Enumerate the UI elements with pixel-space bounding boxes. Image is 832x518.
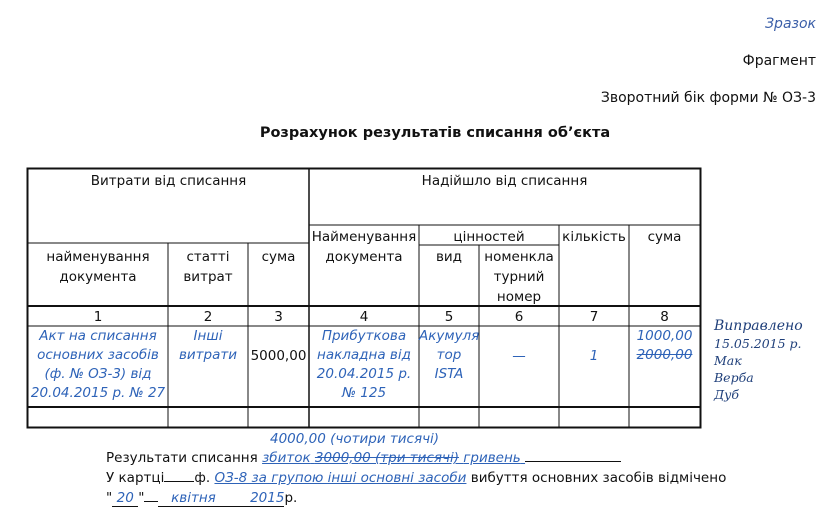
col-number: 8 (660, 309, 669, 325)
fragment-label: Фрагмент (742, 53, 816, 69)
result-value: збиток 3000,00 (три тисячі) гривень (262, 450, 521, 466)
card-form-value: ОЗ-8 за групою інші основні засоби (214, 470, 467, 486)
row-doc-name-right: Прибуткова накладна від 20.04.2015 р. № 125 (316, 328, 412, 401)
correction-title: Виправлено (714, 318, 803, 334)
col-quantity: кількість (562, 229, 626, 245)
sample-label: Зразок (765, 16, 816, 32)
col-sum-right: сума (647, 229, 682, 245)
correction-signature: Мак (714, 353, 742, 368)
date-month: квітня (158, 490, 228, 507)
date-day: 20 (112, 490, 138, 507)
correction-signature: Верба (714, 370, 754, 385)
date-line: " 20 " квітня 2015р. (106, 490, 298, 506)
form-side-label: Зворотний бік форми № ОЗ-3 (600, 90, 816, 106)
date-year: 2015 (228, 490, 284, 507)
result-line: Результати списання збиток 3000,00 (три тисячі) гривень (106, 450, 621, 466)
row-sum: 5000,00 (250, 348, 307, 364)
col-doc-name: найменування документа (46, 249, 150, 285)
col-doc-name-right: Найменування документа (311, 229, 417, 265)
row-kind: Акумуля тор ISTA (419, 328, 480, 382)
col-number: 5 (444, 309, 454, 325)
col-number: 7 (589, 309, 599, 325)
page-title: Розрахунок результатів списання об’єкта (259, 125, 611, 141)
col-nomenclature: номенкла турний номер (484, 249, 554, 305)
col-number: 6 (514, 309, 524, 325)
total-handwritten: 4000,00 (чотири тисячі) (270, 431, 440, 447)
row-articles: Інші витрати (178, 328, 238, 363)
col-number: 1 (93, 309, 103, 325)
col-kind: вид (435, 249, 463, 265)
row-quantity: 1 (589, 348, 599, 364)
correction-date: 15.05.2015 р. (714, 336, 802, 351)
sum-corrected: 1000,00 (636, 328, 693, 344)
row-doc-name: Акт на списання основних засобів (ф. № ОЗ-3) від 20.04.2015 р. № 27 (30, 328, 166, 401)
row-sum-right (629, 327, 700, 365)
correction-signature: Дуб (714, 387, 740, 402)
col-number: 2 (203, 309, 213, 325)
col-number: 3 (274, 309, 283, 325)
row-nomenclature: — (512, 348, 526, 364)
col-values: цінностей (453, 229, 525, 245)
header-received: Надійшло від списання (421, 173, 588, 189)
col-sum: сума (261, 249, 296, 265)
col-articles: статті витрат (183, 249, 233, 285)
col-number: 4 (359, 309, 369, 325)
header-expenses: Витрати від списання (90, 173, 247, 189)
sum-crossed-out: 2000,00 (636, 347, 693, 363)
card-line: У картці ф. ОЗ-8 за групою інші основні засоби вибуття основних засобів відмічено (106, 470, 727, 486)
